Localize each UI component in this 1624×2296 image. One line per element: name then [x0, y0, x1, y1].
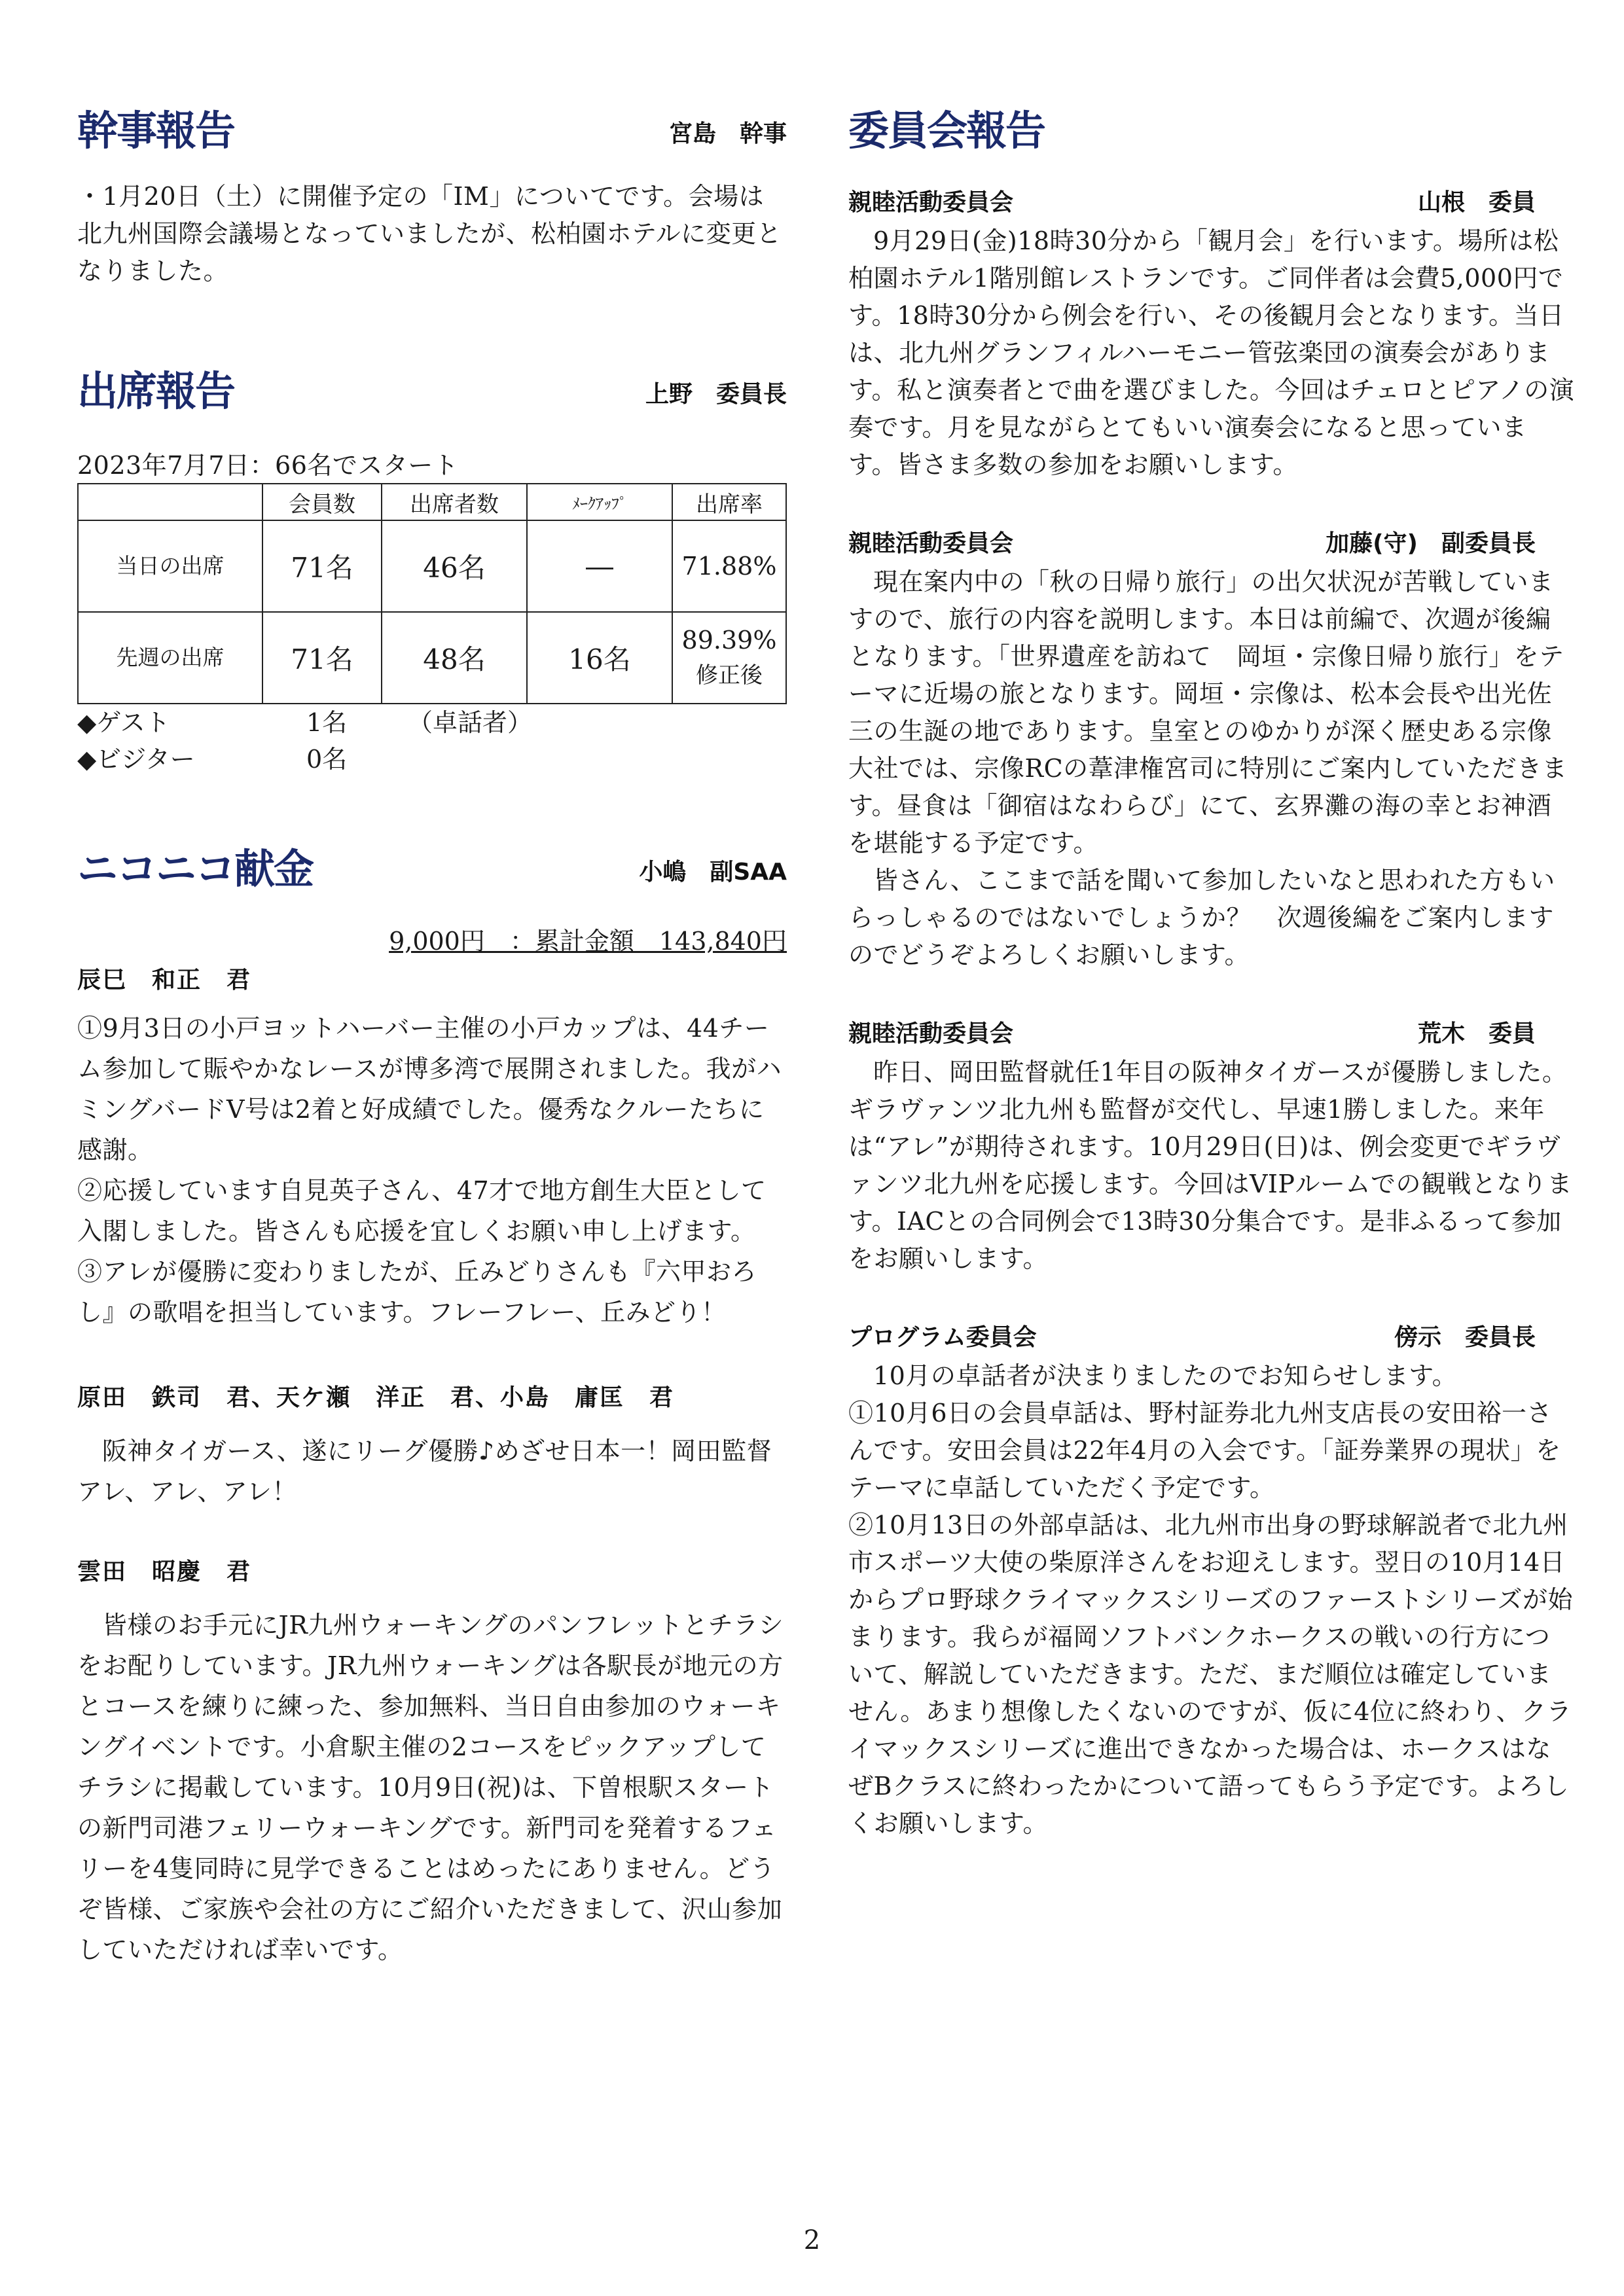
committee-report-body: 現在案内中の「秋の日帰り旅行」の出欠状況が苦戦していますので、旅行の内容を説明します。本日は前編で、次週が後編となります。「世界遺産を訪ねて 岡垣・宗像日帰り旅行」をテーマに近場の旅となります。岡垣・宗像は、松本会長や出光佐三の生誕の地であります。皇室とのゆかりが深く歴史ある宗像大社では、宗像RCの葦津権宮司に特別にご案内していただきます。昼食は「御宿はなわらび」にて、玄界灘の海の幸とお神酒を堪能する予定です。 — [848, 567, 1568, 857]
makeup-cell: ― — [527, 520, 672, 612]
attendance-header — [77, 359, 787, 424]
committee-name: 親睦活動委員会 — [848, 1020, 1014, 1047]
donor-message: ③アレが優勝に変わりましたが、丘みどりさんも『六甲おろし』の歌唱を担当しています。フレーフレー、丘みどり！ — [77, 1257, 757, 1327]
guest-label: ◆ゲスト — [77, 708, 170, 737]
section-title: 出席報告 — [77, 367, 235, 415]
committee-report-body: 皆さん、ここまで話を聞いて参加したいなと思われた方もいらっしゃるのではないでしょうか？ 次週後編をご案内しますのでどうぞよろしくお願いします。 — [848, 866, 1555, 969]
guest-count: 1名 — [306, 708, 348, 737]
table-row — [78, 520, 786, 612]
section-title: ニコニコ献金 — [77, 845, 314, 893]
donation-summary-text: 9,000円 ：累計金額 143,840円 — [389, 927, 787, 956]
committee-name: 親睦活動委員会 — [848, 189, 1014, 216]
rate-cell — [672, 520, 786, 612]
committee-header — [848, 98, 1575, 164]
committee-name: プログラム委員会 — [848, 1324, 1037, 1351]
section-byline: 小嶋 副SAA — [639, 859, 787, 886]
donor-message: 皆様のお手元にJR九州ウォーキングのパンフレットとチラシをお配りしています。JR九州ウォーキングは各駅長が地元の方とコースを練りに練った、参加無料、当日自由参加のウォーキングイベントです。小倉駅主催の2コースをピックアップしてチラシに掲載しています。10月9日(祝)は、下曽根駅スタートの新門司港フェリーウォーキングです。新門司を発着するフェリーを4隻同時に見学できることはめったにありません。どうぞ皆様、ご家族や会社の方にご紹介いただきまして、沢山参加していただければ幸いです。 — [77, 1611, 784, 1964]
rate-note: 修正後 — [696, 662, 763, 689]
attendees-cell: 46名 — [382, 520, 527, 612]
table-header-cell: ﾒｰｸｱｯﾌﾟ — [527, 484, 672, 520]
reporter-name: 山根 委員 — [1417, 189, 1536, 216]
donor-name: 原田 鉄司 君、天ケ瀬 洋正 君、小島 庸匡 君 — [77, 1384, 675, 1411]
page-number: 2 — [803, 2225, 821, 2255]
visitor-line — [77, 741, 787, 778]
section-byline: 上野 委員長 — [645, 381, 787, 408]
committee-report-body: 9月29日(金)18時30分から「観月会」を行います。場所は松柏園ホテル1階別館レストランです。ご同伴者は会費5,000円です。18時30分から例会を行い、その後観月会となります。当日は、北九州グランフィルハーモニー管弦楽団の演奏会があります。私と演奏者とで曲を選びました。今回はチェロとピアノの演奏です。月を見ながらとてもいい演奏会になると思っています。皆さま多数の参加をお願いします。 — [848, 226, 1575, 479]
attendance-start-line: 2023年7月7日：66名でスタート — [77, 451, 459, 480]
left-column — [77, 98, 797, 1970]
committee-report-header — [848, 183, 1575, 223]
donor-name: 辰巳 和正 君 — [77, 967, 252, 994]
kanji-report-header — [77, 98, 787, 164]
kanji-report-body: ・1月20日（土）に開催予定の「IM」についてです。会場は北九州国際会議場となっていましたが、松柏園ホテルに変更となりました。 — [77, 182, 782, 285]
nikoniko-header — [77, 836, 787, 902]
section-title: 委員会報告 — [848, 107, 1045, 154]
row-label: 先週の出席 — [78, 612, 262, 704]
row-label: 当日の出席 — [78, 520, 262, 612]
donor-message: 阪神タイガース、遂にリーグ優勝♪めざせ日本一！岡田監督 アレ、アレ、アレ！ — [77, 1437, 797, 1506]
reporter-name: 加藤(守) 副委員長 — [1326, 530, 1536, 557]
rate-cell — [672, 612, 786, 704]
attendance-table — [77, 483, 787, 704]
visitor-count: 0名 — [306, 745, 348, 774]
table-header-cell: 出席者数 — [382, 484, 527, 520]
section-title: 幹事報告 — [77, 107, 235, 154]
visitor-label: ◆ビジター — [77, 745, 195, 774]
section-byline: 宮島 幹事 — [668, 120, 787, 147]
table-row — [78, 612, 786, 704]
committee-report-body: ①10月6日の会員卓話は、野村証券北九州支店長の安田裕一さんです。安田会員は22年4月の入会です。「証券業界の現状」をテーマに卓話していただく予定です。 — [848, 1399, 1561, 1502]
committee-report-body: ②10月13日の外部卓話は、北九州市出身の野球解説者で北九州市スポーツ大使の柴原洋さんをお迎えします。翌日の10月14日からプロ野球クライマックスシリーズのファーストシリーズが始まります。我らが福岡ソフトバンクホークスの戦いの行方について、解説していただきます。ただ、まだ順位は確定していません。あまり想像したくないのですが、仮に4位に終わり、クライマックスシリーズに進出できなかった場合は、ホークスはなぜBクラスに終わったかについて語ってもらう予定です。よろしくお願いします。 — [848, 1511, 1574, 1838]
donor-message: ①9月3日の小戸ヨットハーバー主催の小戸カップは、44チーム参加して賑やかなレースが博多湾で展開されました。我がハミングバードV号は2着と好成績でした。優秀なクルーたちに感謝。 — [77, 1014, 782, 1164]
donation-summary — [77, 922, 787, 961]
committee-report-header — [848, 1318, 1575, 1357]
members-cell: 71名 — [262, 520, 382, 612]
committee-report-body: 昨日、岡田監督就任1年目の阪神タイガースが優勝しました。ギラヴァンツ北九州も監督が交代し、早速1勝しました。来年は“アレ”が期待されます。10月29日(日)は、例会変更でギラヴァンツ北九州を応援します。今回はVIPルームでの観戦となります。IACとの合同例会で13時30分集合です。是非ふるって参加をお願いします。 — [848, 1058, 1572, 1273]
committee-report-header — [848, 524, 1575, 564]
committee-report-header — [848, 1014, 1575, 1054]
guest-line — [77, 704, 787, 741]
table-header-cell — [78, 484, 262, 520]
rate-value: 71.88% — [681, 552, 777, 581]
reporter-name: 荒木 委員 — [1417, 1020, 1536, 1047]
table-header-cell: 会員数 — [262, 484, 382, 520]
committee-name: 親睦活動委員会 — [848, 530, 1014, 557]
reporter-name: 傍示 委員長 — [1394, 1324, 1536, 1351]
right-column — [848, 98, 1575, 1842]
members-cell: 71名 — [262, 612, 382, 704]
donor-name: 雲田 昭慶 君 — [77, 1558, 252, 1585]
guest-note: （卓話者） — [408, 708, 533, 737]
committee-report-body: 10月の卓話者が決まりましたのでお知らせします。 — [873, 1361, 1458, 1390]
rate-value: 89.39% — [681, 626, 777, 655]
table-header-cell: 出席率 — [672, 484, 786, 520]
table-header-row — [78, 484, 786, 520]
attendees-cell: 48名 — [382, 612, 527, 704]
donor-message: ②応援しています自見英子さん、47才で地方創生大臣として入閣しました。皆さんも応援を宜しくお願い申し上げます。 — [77, 1176, 767, 1246]
makeup-cell: 16名 — [527, 612, 672, 704]
